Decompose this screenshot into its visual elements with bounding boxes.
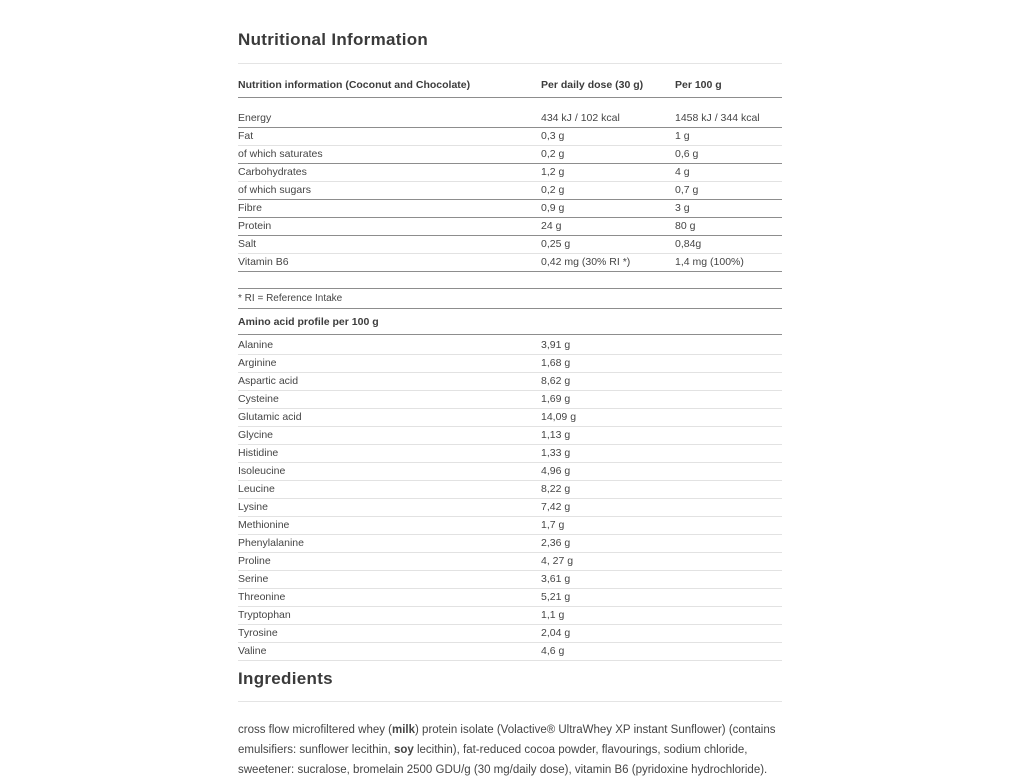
amino-acid-label: Arginine (238, 357, 277, 369)
nutrient-daily-dose-value: 434 kJ / 102 kcal (541, 112, 620, 124)
amino-acid-row (238, 409, 782, 427)
amino-acid-row (238, 445, 782, 463)
amino-acid-label: Serine (238, 573, 269, 585)
nutrition-row (238, 98, 782, 128)
amino-acid-label: Proline (238, 555, 271, 567)
amino-acid-label: Methionine (238, 519, 290, 531)
amino-acid-value: 14,09 g (541, 411, 577, 423)
amino-acid-label: Glycine (238, 429, 274, 441)
amino-acid-label: Leucine (238, 483, 275, 495)
ingredient-text-segment: ) protein isolate (Volactive® UltraWhey XP instant Sunflower) (contains emulsifiers: sunflower lecithin, (238, 724, 776, 756)
amino-acid-label: Tryptophan (238, 609, 291, 621)
nutrition-row (238, 236, 782, 254)
nutrient-per-100g-value: 1458 kJ / 344 kcal (675, 112, 760, 124)
amino-acid-label: Valine (238, 645, 267, 657)
ingredients-text (238, 720, 782, 780)
ingredient-allergen: soy (393, 744, 414, 756)
reference-intake-footnote: * RI = Reference Intake (238, 288, 782, 309)
amino-acid-label: Alanine (238, 339, 274, 351)
nutrition-table-header-row (238, 64, 782, 98)
nutrient-per-100g-value: 0,84g (675, 238, 702, 250)
amino-acid-label: Tyrosine (238, 627, 278, 639)
amino-acid-value: 1,13 g (541, 429, 571, 441)
amino-acid-value: 4,6 g (541, 645, 565, 657)
nutrition-row (238, 146, 782, 164)
nutrient-per-100g-value: 3 g (675, 202, 690, 214)
amino-acid-row (238, 553, 782, 571)
amino-acid-row (238, 535, 782, 553)
nutrient-daily-dose-value: 1,2 g (541, 166, 565, 178)
page-title: Nutritional Information (238, 30, 429, 49)
nutrition-table-header-daily-dose: Per daily dose (30 g) (541, 79, 644, 91)
amino-acid-value: 4, 27 g (541, 555, 574, 567)
ingredient-allergen: milk (392, 724, 416, 736)
nutrient-daily-dose-value: 0,42 mg (30% RI *) (541, 256, 631, 268)
amino-acid-row (238, 625, 782, 643)
amino-acid-value: 1,7 g (541, 519, 565, 531)
nutrient-label: Protein (238, 220, 272, 232)
nutrient-per-100g-value: 4 g (675, 166, 690, 178)
nutrient-daily-dose-value: 0,9 g (541, 202, 565, 214)
ingredient-text-segment: cross flow microfiltered whey ( (238, 724, 393, 736)
amino-acid-label: Aspartic acid (238, 375, 299, 387)
amino-acid-label: Phenylalanine (238, 537, 304, 549)
amino-acid-value: 5,21 g (541, 591, 571, 603)
nutrient-label: of which saturates (238, 148, 323, 160)
nutrient-per-100g-value: 0,6 g (675, 148, 699, 160)
nutrient-per-100g-value: 80 g (675, 220, 696, 232)
amino-acid-table (238, 335, 782, 661)
amino-acid-row (238, 607, 782, 625)
ingredient-text-segment: lecithin), fat-reduced cocoa powder, flavourings, sodium chloride, sweetener: sucralose, bromelain 2500 GDU/g (30 mg/daily dose), vitamin B6 (pyridoxine hydrochloride). (238, 744, 768, 776)
amino-acid-row (238, 463, 782, 481)
nutrition-row (238, 254, 782, 272)
amino-acid-value: 1,1 g (541, 609, 565, 621)
amino-acid-value: 8,62 g (541, 375, 571, 387)
amino-acid-value: 1,33 g (541, 447, 571, 459)
amino-acid-row (238, 571, 782, 589)
nutrient-daily-dose-value: 24 g (541, 220, 562, 232)
amino-acid-row (238, 373, 782, 391)
nutrient-label: Salt (238, 238, 257, 250)
amino-acid-value: 3,61 g (541, 573, 571, 585)
amino-acid-value: 7,42 g (541, 501, 571, 513)
amino-acid-label: Cysteine (238, 393, 279, 405)
amino-acid-value: 3,91 g (541, 339, 571, 351)
amino-acid-row (238, 589, 782, 607)
nutrient-daily-dose-value: 0,2 g (541, 184, 565, 196)
nutrient-per-100g-value: 1 g (675, 130, 690, 142)
nutrition-row (238, 200, 782, 218)
nutrition-row (238, 164, 782, 182)
ingredients-divider (238, 701, 782, 702)
amino-acid-row (238, 335, 782, 355)
amino-acid-row (238, 355, 782, 373)
nutrition-row (238, 128, 782, 146)
amino-acid-value: 1,69 g (541, 393, 571, 405)
nutrient-label: Vitamin B6 (238, 256, 289, 268)
amino-acid-row (238, 643, 782, 661)
amino-acid-value: 1,68 g (541, 357, 571, 369)
amino-acid-profile-title: Amino acid profile per 100 g (238, 316, 782, 335)
nutrient-label: Fat (238, 130, 254, 142)
nutrition-table (238, 64, 782, 272)
nutrition-table-header-per-100g: Per 100 g (675, 79, 722, 91)
nutrition-table-header-product: Nutrition information (Coconut and Chocolate) (238, 79, 471, 91)
nutrient-label: Carbohydrates (238, 166, 307, 178)
amino-acid-value: 2,36 g (541, 537, 571, 549)
amino-acid-row (238, 427, 782, 445)
amino-acid-value: 2,04 g (541, 627, 571, 639)
amino-acid-label: Isoleucine (238, 465, 286, 477)
amino-acid-label: Histidine (238, 447, 279, 459)
nutrient-label: of which sugars (238, 184, 311, 196)
amino-acid-value: 4,96 g (541, 465, 571, 477)
nutrition-row (238, 182, 782, 200)
amino-acid-row (238, 499, 782, 517)
nutrient-daily-dose-value: 0,2 g (541, 148, 565, 160)
nutrition-row (238, 218, 782, 236)
nutrient-per-100g-value: 1,4 mg (100%) (675, 256, 744, 268)
nutrient-label: Energy (238, 112, 272, 124)
nutrient-per-100g-value: 0,7 g (675, 184, 699, 196)
amino-acid-label: Glutamic acid (238, 411, 302, 423)
amino-acid-row (238, 481, 782, 499)
amino-acid-row (238, 517, 782, 535)
amino-acid-row (238, 391, 782, 409)
nutrient-label: Fibre (238, 202, 262, 214)
ingredients-title: Ingredients (238, 669, 333, 688)
amino-acid-value: 8,22 g (541, 483, 571, 495)
nutrition-section (238, 30, 782, 780)
nutrient-daily-dose-value: 0,25 g (541, 238, 571, 250)
nutrient-daily-dose-value: 0,3 g (541, 130, 565, 142)
amino-acid-label: Lysine (238, 501, 268, 513)
amino-acid-label: Threonine (238, 591, 286, 603)
